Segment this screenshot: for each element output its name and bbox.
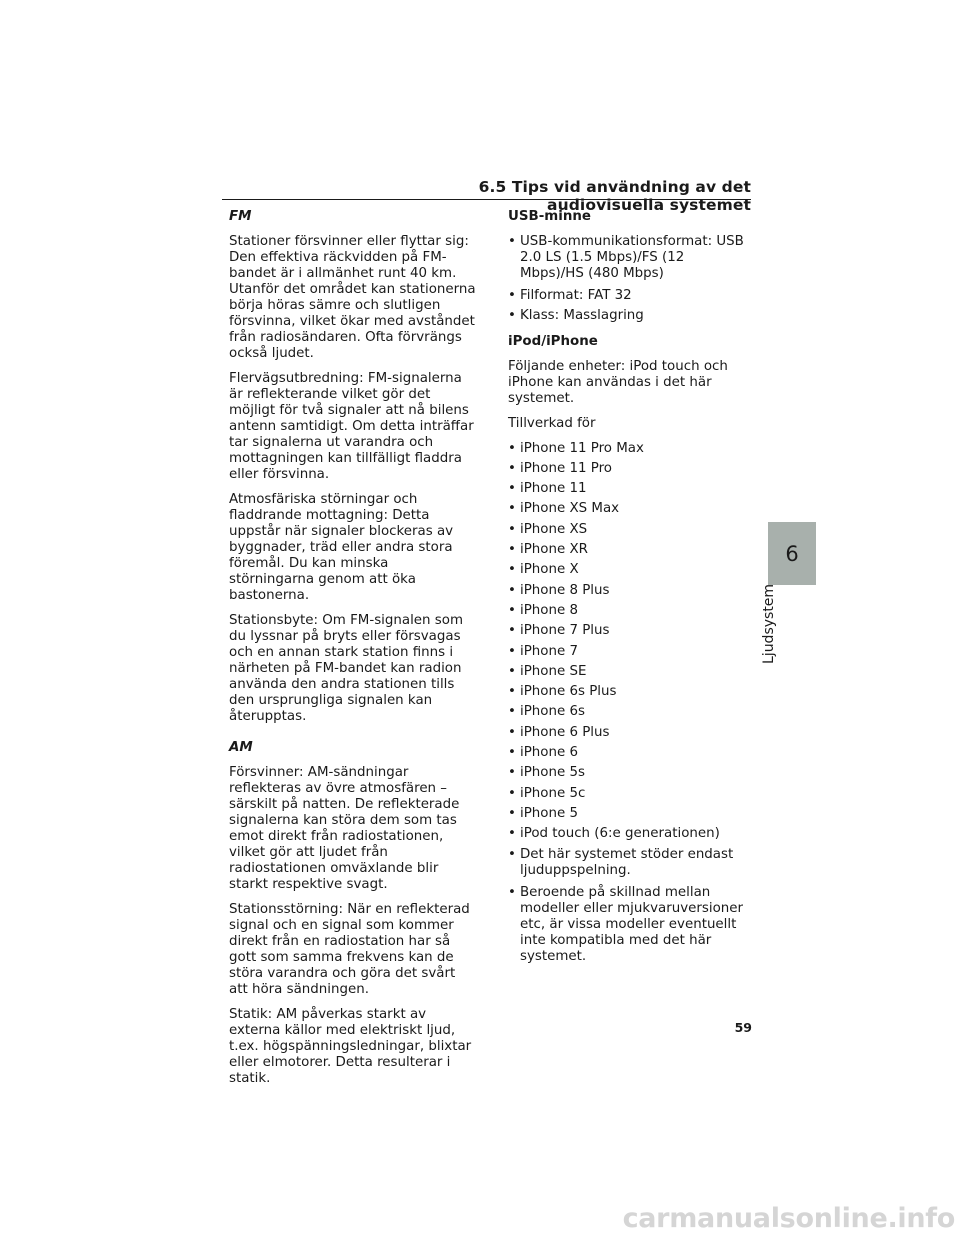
device-item: • iPhone 8: [508, 603, 752, 619]
fm-paragraph: Atmosfäriska störningar och fladdrande mottagning: Detta uppstår när signaler blockeras av byggnader, träd eller andra stora föremål. Du kan minska störningarna genom att öka bastonerna.: [229, 492, 454, 603]
ipod-intro: Följande enheter: iPod touch och iPhone kan användas i det här systemet.: [508, 358, 728, 406]
device-item: • iPod touch (6:e generationen): [508, 826, 752, 842]
chapter-tab: [768, 522, 816, 585]
device-item: • iPhone SE: [508, 664, 752, 680]
am-heading: AM: [229, 740, 253, 755]
section-header: 6.5 Tips vid användning av det audiovisuella systemet: [478, 178, 751, 214]
am-paragraph: Stationsstörning: När en reflekterad signal och en signal som kommer direkt från en radiostation har så gott som samma frekvens kan de störa varandra och göra det svårt att höra sändningen.: [229, 902, 470, 997]
left-column: [229, 209, 477, 1096]
usb-heading: USB-minne: [508, 209, 591, 224]
list-item: • Filformat: FAT 32: [508, 288, 752, 304]
right-column: [508, 209, 752, 969]
device-item: • iPhone 11 Pro: [508, 461, 752, 477]
chapter-label-box: [759, 583, 787, 668]
am-paragraph: Statik: AM påverkas starkt av externa källor med elektriskt ljud, t.ex. högspänningsledningar, blixtar eller elmotorer. Detta resulterar i statik.: [229, 1007, 472, 1086]
device-item: • iPhone 5s: [508, 765, 752, 781]
notes-list: [508, 847, 752, 965]
device-item: • iPhone 8 Plus: [508, 583, 752, 599]
device-item: • iPhone XR: [508, 542, 752, 558]
device-item: • iPhone 6 Plus: [508, 725, 752, 741]
usb-list: [508, 234, 752, 324]
device-item: • iPhone 7 Plus: [508, 623, 752, 639]
device-item: • iPhone 11: [508, 481, 752, 497]
device-list: [508, 441, 752, 843]
am-paragraph: Försvinner: AM-sändningar reflekteras av övre atmosfären – särskilt på natten. De reflekterade signalerna kan störa dem som tas emot direkt från radiostationen, vilket gör att ljudet från radiostationen omväxlande blir starkt respektive svagt.: [229, 765, 460, 892]
fm-heading: FM: [229, 209, 252, 224]
ipod-heading: iPod/iPhone: [508, 333, 598, 349]
list-item: • USB-kommunikationsformat: USB 2.0 LS (1.5 Mbps)/FS (12 Mbps)/HS (480 Mbps): [508, 234, 752, 282]
chapter-label: Ljudsystem: [761, 583, 777, 664]
device-item: • iPhone 5c: [508, 786, 752, 802]
list-item: • Klass: Masslagring: [508, 308, 752, 324]
chapter-number: 6: [785, 541, 799, 566]
watermark: carmanualsonline.info: [622, 1203, 955, 1234]
device-item: • iPhone X: [508, 562, 752, 578]
fm-paragraph: Flervägsutbredning: FM-signalerna är reflekterande vilket gör det möjligt för två signaler att nå bilens antenn samtidigt. Om detta inträffar tar signalerna ut varandra och mottagningen kan tillfälligt fladdra eller försvinna.: [229, 371, 474, 482]
list-item: • Det här systemet stöder endast ljuduppspelning.: [508, 847, 752, 879]
device-item: • iPhone 5: [508, 806, 752, 822]
fm-paragraph: Stationsbyte: Om FM-signalen som du lyssnar på bryts eller försvagas och en annan stark station finns i närheten på FM-bandet kan radion använda den andra stationen tills den ursprungliga signalen kan återupptas.: [229, 613, 463, 724]
page-number: 59: [734, 1020, 752, 1035]
device-item: • iPhone XS Max: [508, 501, 752, 517]
device-item: • iPhone 7: [508, 644, 752, 660]
device-item: • iPhone 6: [508, 745, 752, 761]
fm-paragraph: Stationer försvinner eller flyttar sig: Den effektiva räckvidden på FM-bandet är i allmänhet runt 40 km. Utanför det området kan stationerna börja höras sämre och slutligen försvinna, vilket ökar med avståndet från radiosändaren. Ofta förvrängs också ljudet.: [229, 234, 476, 361]
device-item: • iPhone 11 Pro Max: [508, 441, 752, 457]
header-rule: [222, 199, 751, 200]
device-item: • iPhone 6s Plus: [508, 684, 752, 700]
device-item: • iPhone 6s: [508, 704, 752, 720]
made-for-label: Tillverkad för: [508, 415, 596, 431]
list-item: • Beroende på skillnad mellan modeller eller mjukvaruversioner etc, är vissa modeller eventuellt inte kompatibla med det här systemet.: [508, 885, 752, 965]
device-item: • iPhone XS: [508, 522, 752, 538]
